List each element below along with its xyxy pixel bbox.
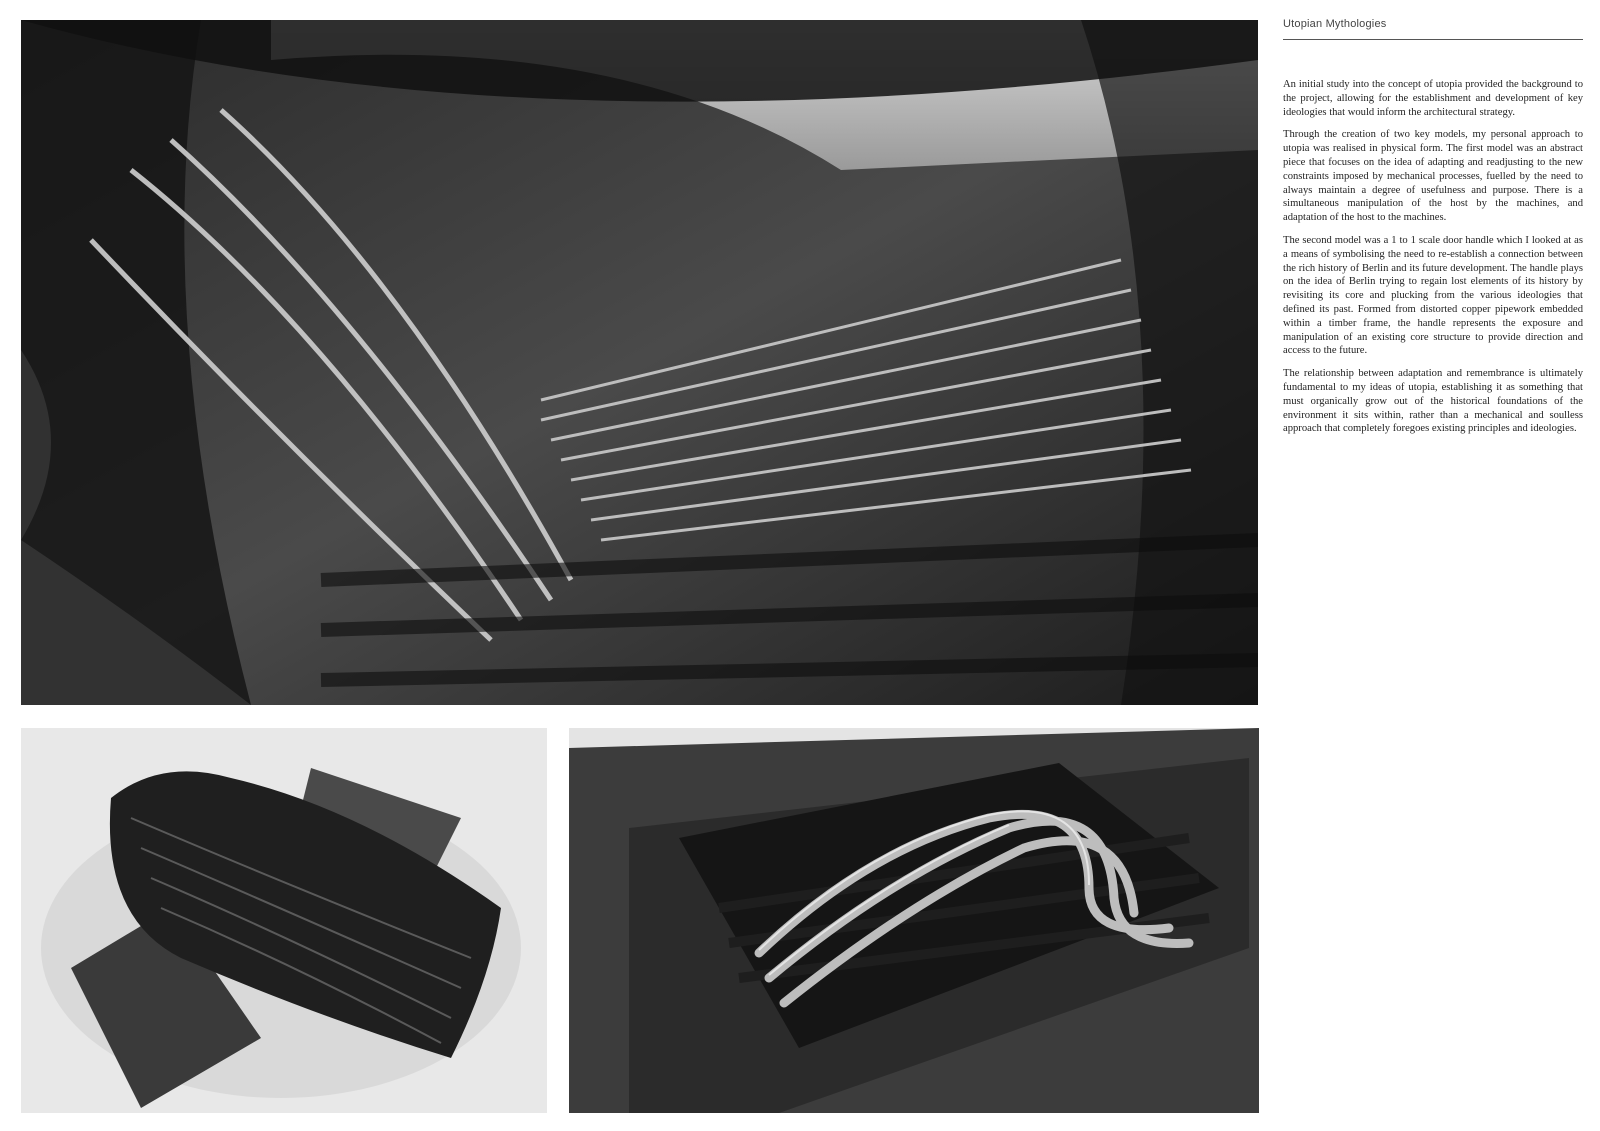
paragraph: Through the creation of two key models, my personal approach to utopia was realised in physical form. The first model was an abstract piece that focuses on the idea of adapting and readjusting to the new constraints imposed by mechanical processes, fuelled by the need to always maintain a degree of usefulness and purpose. There is a simultaneous manipulation of the host by the machines, and adaptation of the host to the machines.: [1283, 129, 1583, 224]
text-column: [1283, 18, 1583, 445]
paragraph: The second model was a 1 to 1 scale door handle which I looked at as a means of symbolising the need to re-establish a connection between the rich history of Berlin and its future development. The handle plays on the idea of Berlin trying to regain lost elements of its history by revisiting its core and plucking from the various ideologies that defined its past. Formed from distorted copper pipework embedded within a timber frame, the handle represents the exposure and manipulation of an existing core structure to provide direction and access to the future.: [1283, 234, 1583, 357]
paragraph: The relationship between adaptation and remembrance is ultimately fundamental to my ideas of utopia, establishing it as something that must organically grow out of the historical foundations of the environment it sits within, rather than a mechanical and soulless approach that completely foregoes existing principles and ideologies.: [1283, 368, 1583, 435]
page-title: Utopian Mythologies: [1283, 18, 1583, 40]
paragraph: An initial study into the concept of utopia provided the background to the project, allowing for the establishment and development of key ideologies that would inform the architectural strategy.: [1283, 79, 1583, 118]
main-model-photo: [21, 20, 1258, 705]
model-overview-photo: [21, 728, 547, 1113]
body-text: [1283, 78, 1583, 436]
door-handle-photo: [569, 728, 1259, 1113]
